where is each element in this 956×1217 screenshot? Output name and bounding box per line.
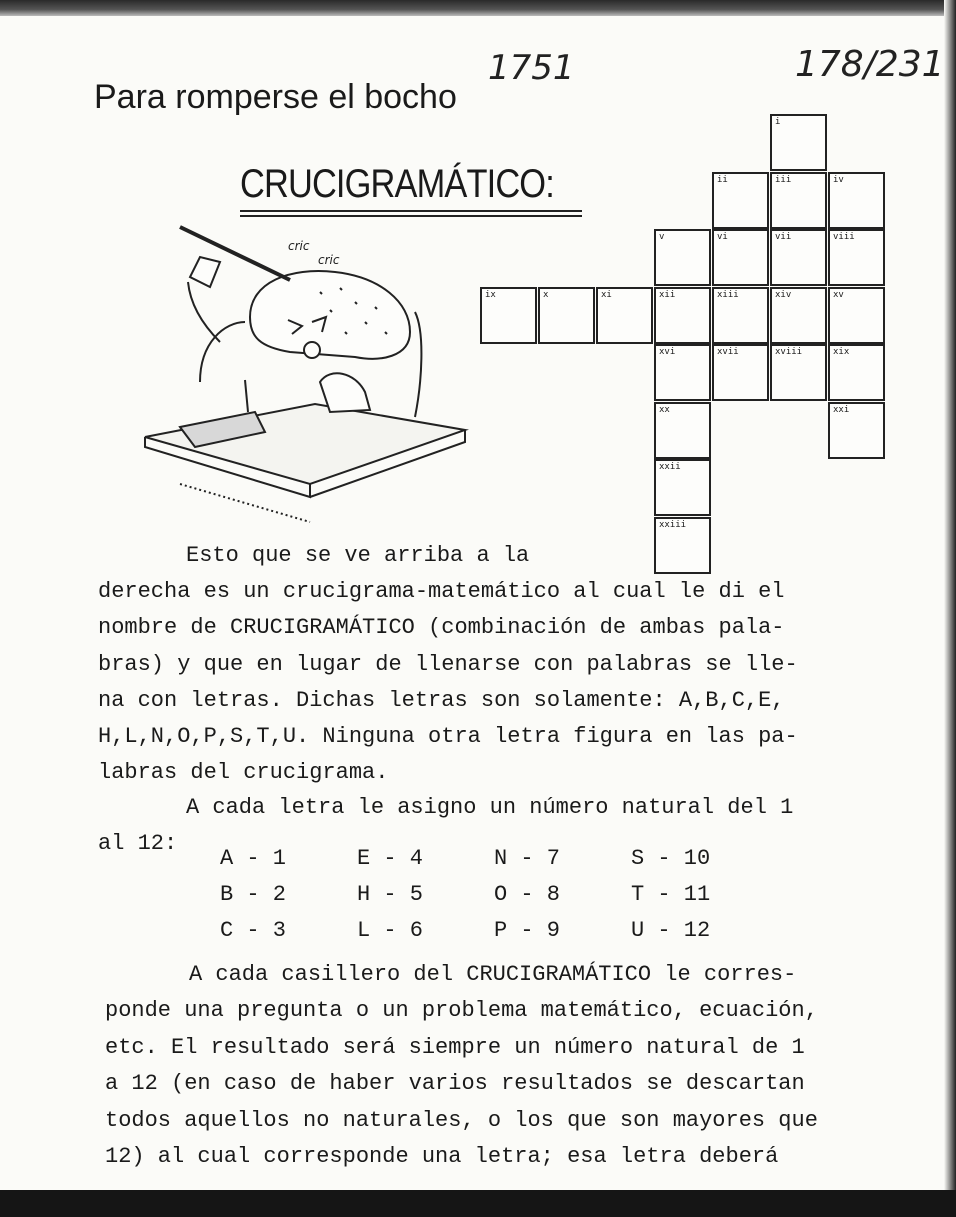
paragraph-rules bbox=[105, 957, 818, 1175]
handwritten-page-number-left: 1751 bbox=[488, 48, 575, 88]
letter-table-cell: B - 2 bbox=[220, 882, 287, 907]
grid-cell-number: iv bbox=[833, 174, 844, 185]
letter-table-cell: U - 12 bbox=[631, 918, 711, 943]
grid-cell-number: xvii bbox=[717, 347, 739, 357]
grid-cell-number: xi bbox=[601, 289, 612, 300]
grid-cell bbox=[712, 344, 769, 401]
grid-cell-number: xx bbox=[659, 404, 670, 415]
letter-table-cell: C - 3 bbox=[220, 918, 287, 943]
grid-cell bbox=[538, 287, 595, 344]
grid-cell bbox=[712, 229, 769, 286]
crucigramatico-heading: CRUCIGRAMÁTICO: bbox=[240, 162, 554, 206]
letter-table-cell: E - 4 bbox=[357, 846, 424, 871]
letter-table-row bbox=[220, 877, 768, 913]
text-line: ponde una pregunta o un problema matemático, ecuación, bbox=[105, 998, 818, 1024]
letter-table-cell: S - 10 bbox=[631, 846, 711, 871]
grid-cell bbox=[828, 229, 885, 286]
grid-cell-number: i bbox=[775, 117, 781, 127]
grid-cell-number: xxiii bbox=[659, 519, 687, 530]
text-line: 12) al cual corresponde una letra; esa letra deberá bbox=[105, 1144, 779, 1170]
grid-cell-number: xxii bbox=[659, 462, 681, 472]
page-title: Para romperse el bocho bbox=[94, 78, 457, 116]
grid-cell-number: vii bbox=[775, 232, 792, 242]
text-line: Esto que se ve arriba a la bbox=[186, 543, 530, 568]
grid-cell-number: vi bbox=[717, 232, 728, 242]
letter-table-cell: T - 11 bbox=[631, 882, 711, 907]
grid-cell bbox=[828, 287, 885, 344]
letter-table-cell: N - 7 bbox=[494, 846, 561, 871]
grid-cell bbox=[828, 344, 885, 401]
grid-cell bbox=[654, 229, 711, 286]
text-line: derecha es un crucigrama-matemático al cual le di el bbox=[98, 579, 785, 605]
cric-sound-1: cric bbox=[288, 239, 310, 253]
text-line: a 12 (en caso de haber varios resultados se descartan bbox=[105, 1071, 805, 1097]
grid-cell bbox=[654, 287, 711, 344]
letter-table-cell: O - 8 bbox=[494, 882, 561, 907]
paragraph-intro bbox=[98, 538, 798, 791]
grid-cell-number: xvi bbox=[659, 347, 676, 357]
grid-cell-number: xiv bbox=[775, 289, 792, 300]
letter-table-cell: L - 6 bbox=[357, 918, 424, 943]
text-line: H,L,N,O,P,S,T,U. Ninguna otra letra figura en las pa- bbox=[98, 724, 798, 750]
text-line: na con letras. Dichas letras son solamente: A,B,C,E, bbox=[98, 687, 785, 713]
grid-cell-number: xix bbox=[833, 347, 850, 357]
text-line: bras) y que en lugar de llenarse con palabras se lle- bbox=[98, 651, 798, 677]
grid-cell bbox=[770, 229, 827, 286]
grid-cell-number: ix bbox=[485, 289, 496, 300]
letter-table-row bbox=[220, 913, 768, 949]
text-line: labras del crucigrama. bbox=[98, 760, 389, 786]
grid-cell bbox=[480, 287, 537, 344]
grid-cell bbox=[654, 402, 711, 459]
letter-number-table bbox=[220, 841, 768, 949]
cric-sound-2: cric bbox=[318, 253, 340, 267]
grid-cell-number: xii bbox=[659, 289, 676, 300]
cartoon-illustration bbox=[140, 222, 470, 527]
text-line: al 12: bbox=[98, 831, 178, 856]
grid-cell bbox=[770, 172, 827, 229]
grid-cell bbox=[770, 114, 827, 171]
letter-table-row bbox=[220, 841, 768, 877]
grid-cell-number: ii bbox=[717, 174, 728, 185]
grid-cell-number: iii bbox=[775, 174, 792, 185]
grid-cell-number: xv bbox=[833, 289, 844, 300]
text-line: etc. El resultado será siempre un número natural de 1 bbox=[105, 1034, 805, 1060]
handwritten-page-number-right: 178/231 bbox=[795, 44, 945, 85]
grid-cell bbox=[654, 344, 711, 401]
grid-cell bbox=[712, 172, 769, 229]
grid-cell bbox=[654, 459, 711, 516]
grid-cell-number: xviii bbox=[775, 347, 803, 357]
scan-bottom-edge bbox=[0, 1190, 956, 1217]
grid-cell bbox=[828, 402, 885, 459]
letter-table-cell: A - 1 bbox=[220, 846, 287, 871]
text-line: A cada casillero del CRUCIGRAMÁTICO le corres- bbox=[189, 962, 797, 987]
text-line: nombre de CRUCIGRAMÁTICO (combinación de ambas pala- bbox=[98, 615, 785, 641]
grid-cell-number: xxi bbox=[833, 404, 850, 415]
text-line: todos aquellos no naturales, o los que son mayores que bbox=[105, 1107, 818, 1133]
grid-cell bbox=[770, 287, 827, 344]
scan-right-edge bbox=[944, 0, 956, 1217]
grid-cell-number: viii bbox=[833, 232, 855, 242]
grid-cell-number: v bbox=[659, 232, 665, 242]
grid-cell-number: xiii bbox=[717, 289, 739, 300]
grid-cell-number: x bbox=[543, 289, 549, 300]
letter-table-cell: P - 9 bbox=[494, 918, 561, 943]
text-line: A cada letra le asigno un número natural del 1 bbox=[186, 795, 794, 820]
grid-cell bbox=[596, 287, 653, 344]
scan-top-edge bbox=[0, 0, 956, 16]
heading-underline-2 bbox=[240, 215, 582, 217]
heading-underline bbox=[240, 210, 582, 212]
grid-cell bbox=[828, 172, 885, 229]
grid-cell bbox=[770, 344, 827, 401]
grid-cell bbox=[712, 287, 769, 344]
letter-table-cell: H - 5 bbox=[357, 882, 424, 907]
